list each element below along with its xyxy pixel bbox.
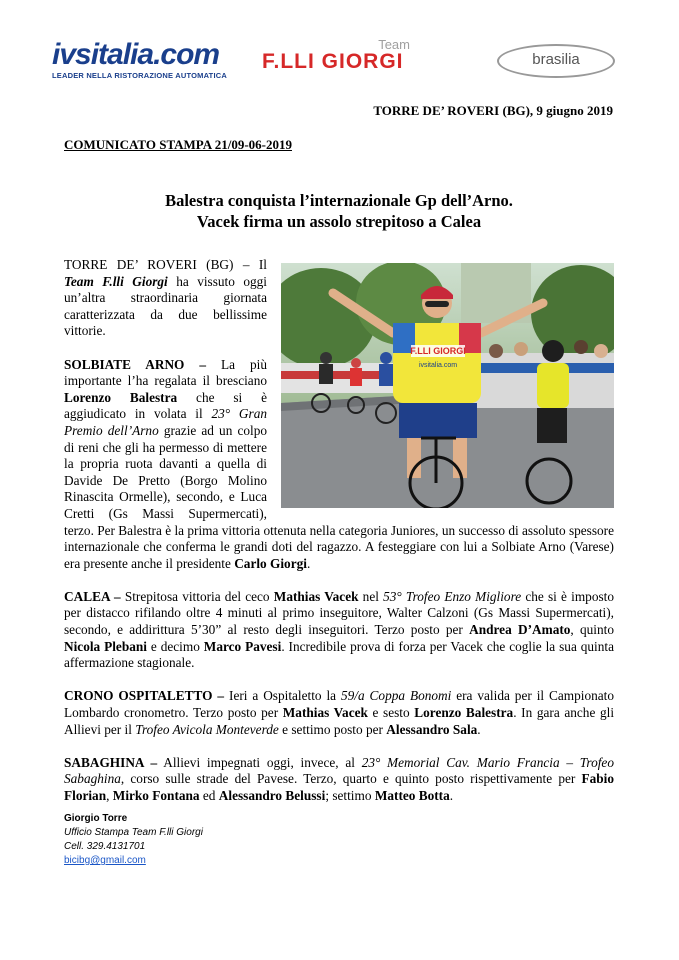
brasilia-logo-name: brasilia: [532, 51, 580, 68]
jersey-sub-text: ivsitalia.com: [418, 362, 458, 369]
signature-block: [64, 812, 203, 868]
crono-sixth: Lorenzo Balestra: [414, 705, 514, 721]
calea-text-f: che si è imposto per distacco rifilando oltre 4 minuti al primo inseguitore, Walter Calzoni (Gs Massi Supermercati), secondo, e addirittura 5’30” al resto degli inseguitori. Terzo posto per: [64, 588, 614, 638]
signature-email-link[interactable]: bicibg@gmail.com: [64, 855, 146, 866]
solbiate-text-d: che si è aggiudicato in volata il: [64, 389, 267, 422]
sabaghina-fifth: Alessandro Belussi: [218, 788, 326, 803]
headline-line-1: Balestra conquista l’internazionale Gp dell’Arno.: [165, 191, 513, 210]
intro-text-c: ha vissuto oggi un’altra straordinaria giornata caratterizzata da due bellissime vittorie.: [64, 273, 267, 339]
paragraph-sabaghina: [64, 755, 614, 805]
calea-text-l: . Incredibile prova di forza per Vacek che coglie la sua quinta affermazione stagionale.: [64, 638, 614, 671]
ivsitalia-logo-tagline: LEADER NELLA RISTORAZIONE AUTOMATICA: [52, 71, 227, 80]
paragraph-calea: [64, 589, 614, 672]
crono-trofeo: Trofeo Avicola Monteverde: [135, 721, 279, 737]
team-giorgi-logo-name: F.LLI GIORGI: [262, 50, 404, 73]
sabaghina-text-h: ed: [199, 788, 219, 803]
calea-heading: CALEA –: [64, 588, 121, 604]
sabaghina-text-d: , corso sulle strade del Pavese. Terzo, quarto e quinto posto rispettivamente per: [120, 771, 582, 787]
ivsitalia-logo-name: ivsitalia.com: [52, 38, 220, 71]
calea-race: 53° Trofeo Enzo Migliore: [383, 588, 522, 604]
ivsitalia-logo: [52, 40, 227, 80]
headline: [64, 190, 614, 232]
crono-text-l: .: [477, 721, 481, 737]
sabaghina-seventh: Matteo Botta: [374, 788, 450, 803]
calea-text-h: , quinto: [570, 622, 614, 638]
signature-role: Ufficio Stampa Team F.lli Giorgi: [64, 827, 203, 838]
sabaghina-text-l: .: [449, 788, 454, 803]
solbiate-president: Carlo Giorgi: [234, 555, 307, 571]
crono-heading: CRONO OSPITALETTO –: [64, 688, 225, 704]
sabaghina-text-f: ,: [106, 788, 113, 803]
crono-seventh: Alessandro Sala: [386, 721, 478, 737]
sabaghina-heading: SABAGHINA –: [64, 754, 158, 770]
team-name-inline: Team F.lli Giorgi: [64, 273, 168, 289]
calea-fifth: Nicola Plebani: [64, 638, 147, 654]
header-logos: [0, 38, 679, 83]
sabaghina-race: 23° Memorial Cav. Mario Francia – Trofeo Sabaghina: [64, 754, 614, 787]
calea-third: Andrea D’Amato: [469, 622, 571, 638]
calea-text-d: nel: [358, 588, 384, 604]
sabaghina-text-j: ; settimo: [325, 788, 375, 803]
calea-text-j: e decimo: [146, 638, 204, 654]
race-finish-photo: [281, 263, 614, 508]
press-release-number: COMUNICATO STAMPA 21/09-06-2019: [64, 137, 292, 152]
solbiate-text-f: grazie ad un colpo di reni che gli ha permesso di mettere la propria ruota davanti a quella di Davide De Pretto (Borgo Molino Rinascita Ormelle), secondo, e Luca Cretti (Gs Massi Supermercati), terzo. Per Balestra è la prima vittoria ottenuta nella categoria Juniores, un successo di assoluto spessore internazionale che conferma le grandi doti del ragazzo. A festeggiare con lui a Solbiate Arno (Varese) era presente anche il presidente: [64, 422, 614, 571]
calea-tenth: Marco Pavesi: [203, 638, 282, 654]
headline-line-2: Vacek firma un assolo strepitoso a Calea: [196, 212, 482, 231]
crono-text-h: . In gara anche gli Allievi per il: [64, 705, 615, 737]
solbiate-heading: SOLBIATE ARNO –: [64, 356, 207, 372]
brasilia-logo: [497, 44, 615, 78]
solbiate-rider: Lorenzo Balestra: [64, 389, 178, 405]
race-finish-photo-illustration: [281, 263, 614, 508]
solbiate-race: 23° Gran Premio dell’Arno: [64, 406, 267, 438]
sabaghina-third: Fabio Florian: [64, 771, 614, 803]
crono-text-d: era valida per il Campionato Lombardo cronometro. Terzo posto per: [64, 688, 614, 721]
crono-text-j: e settimo posto per: [278, 721, 387, 737]
solbiate-text-b: La più importante l’ha regalata il bresciano: [64, 356, 267, 389]
dateline: TORRE DE’ ROVERI (BG), 9 giugno 2019: [373, 103, 613, 118]
crono-third: Mathias Vacek: [282, 705, 368, 721]
sabaghina-fourth: Mirko Fontana: [112, 788, 200, 803]
signature-name: Giorgio Torre: [64, 813, 128, 824]
crono-race: 59/a Coppa Bonomi: [341, 688, 452, 704]
crono-text-f: e sesto: [367, 705, 415, 721]
crono-text-b: Ieri a Ospitaletto la: [224, 688, 341, 704]
signature-phone: Cell. 329.4131701: [64, 841, 146, 852]
sabaghina-text-b: Allievi impegnati oggi, invece, al: [157, 754, 362, 770]
article-body: [64, 257, 614, 821]
team-giorgi-logo: [262, 38, 432, 73]
calea-text-b: Strepitosa vittoria del ceco: [120, 588, 274, 604]
solbiate-text-h: .: [306, 555, 311, 571]
team-giorgi-logo-label: Team: [378, 37, 410, 52]
paragraph-crono-ospitaletto: [64, 688, 614, 738]
intro-text-a: TORRE DE’ ROVERI (BG) – Il: [64, 257, 267, 272]
calea-winner: Mathias Vacek: [273, 588, 359, 604]
jersey-text: F.LLI GIORGI: [410, 346, 466, 356]
